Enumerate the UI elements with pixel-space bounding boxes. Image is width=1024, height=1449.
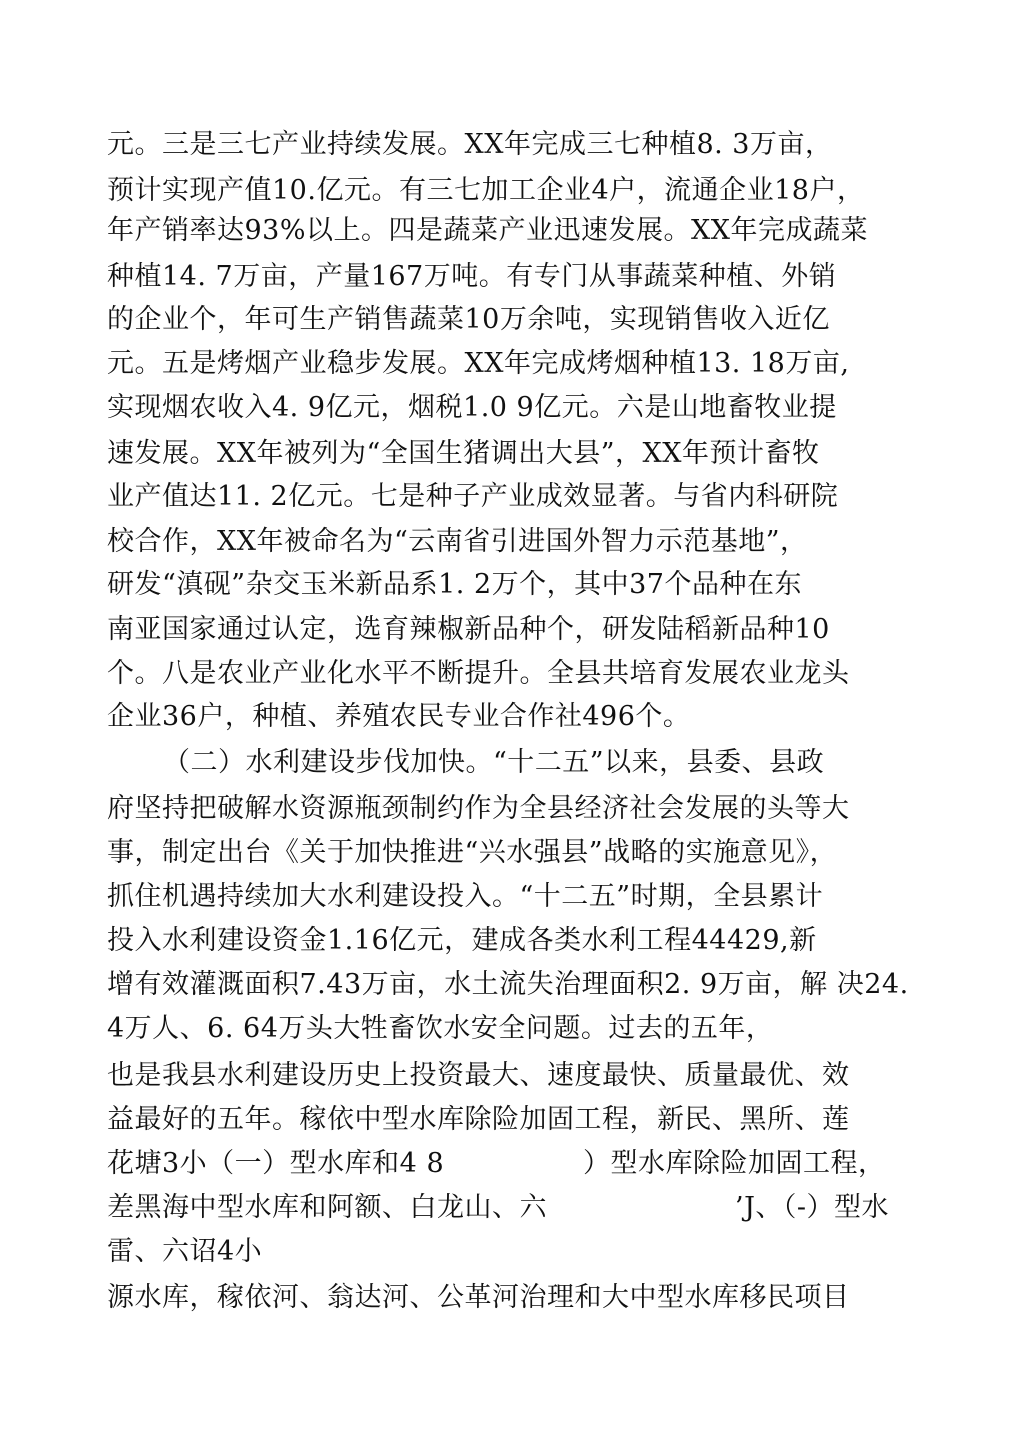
text-line: 4万人、6. 64万头大牲畜饮水安全问题。过去的五年， <box>107 1013 774 1044</box>
text-line: 研发“滇砚”杂交玉米新品系1. 2万个，其中37个品种在东 <box>107 569 802 600</box>
text-line: ’J、（-）型水 <box>735 1192 890 1223</box>
text-line: ）型水库除险加固工程， <box>583 1148 886 1179</box>
text-line: 投入水利建设资金1.16亿元，建成各类水利工程44429,新 <box>107 925 817 956</box>
text-line: 预计实现产值10.亿元。有三七加工企业4户，流通企业18户， <box>107 175 865 206</box>
text-line: 南亚国家通过认定，选育辣椒新品种个，研发陆稻新品种10 <box>107 614 830 645</box>
text-line: 校合作，XX年被命名为“云南省引进国外智力示范基地”， <box>107 526 808 557</box>
text-line: 个。八是农业产业化水平不断提升。全县共培育发展农业龙头 <box>107 658 850 689</box>
text-line: 事，制定出台《关于加快推进“兴水强县”战略的实施意见》， <box>107 837 838 868</box>
text-line: 的企业个，年可生产销售蔬菜10万余吨，实现销售收入近亿 <box>107 304 830 335</box>
text-line: 种植14. 7万亩，产量167万吨。有专门从事蔬菜种植、外销 <box>107 261 837 292</box>
text-line: 也是我县水利建设历史上投资最大、速度最快、质量最优、效 <box>107 1060 850 1091</box>
text-line: 府坚持把破解水资源瓶颈制约作为全县经济社会发展的头等大 <box>107 793 850 824</box>
text-line: 源水库，稼依河、翁达河、公革河治理和大中型水库移民项目 <box>107 1282 850 1313</box>
text-line: 元。三是三七产业持续发展。XX年完成三七种植8. 3万亩， <box>107 129 833 160</box>
text-line: 速发展。XX年被列为“全国生猪调出大县”，XX年预计畜牧 <box>107 438 820 469</box>
text-line: 花塘3小（一）型水库和4 8 <box>107 1148 445 1179</box>
text-line: 实现烟农收入4. 9亿元，烟税1.0 9亿元。六是山地畜牧业提 <box>107 392 837 423</box>
text-line: 抓住机遇持续加大水利建设投入。“十二五”时期，全县累计 <box>107 881 824 912</box>
paragraph-heading-line: （二）水利建设步伐加快。“十二五”以来，县委、县政 <box>163 747 825 778</box>
text-line: 年产销率达93%以上。四是蔬菜产业迅速发展。XX年完成蔬菜 <box>107 215 868 246</box>
text-line: 元。五是烤烟产业稳步发展。XX年完成烤烟种植13. 18万亩, <box>107 348 850 379</box>
text-line: 雷、六诏4小 <box>107 1236 263 1267</box>
text-line: 业产值达11. 2亿元。七是种子产业成效显著。与省内科研院 <box>107 481 839 512</box>
text-line: 增有效灌溉面积7.43万亩，水土流失治理面积2. 9万亩，解 决24. <box>107 969 909 1000</box>
text-line: 企业36户，种植、养殖农民专业合作社496个。 <box>107 701 691 732</box>
text-line: 差黑海中型水库和阿额、白龙山、六 <box>107 1192 547 1223</box>
text-line: 益最好的五年。稼依中型水库除险加固工程，新民、黑所、莲 <box>107 1104 850 1135</box>
